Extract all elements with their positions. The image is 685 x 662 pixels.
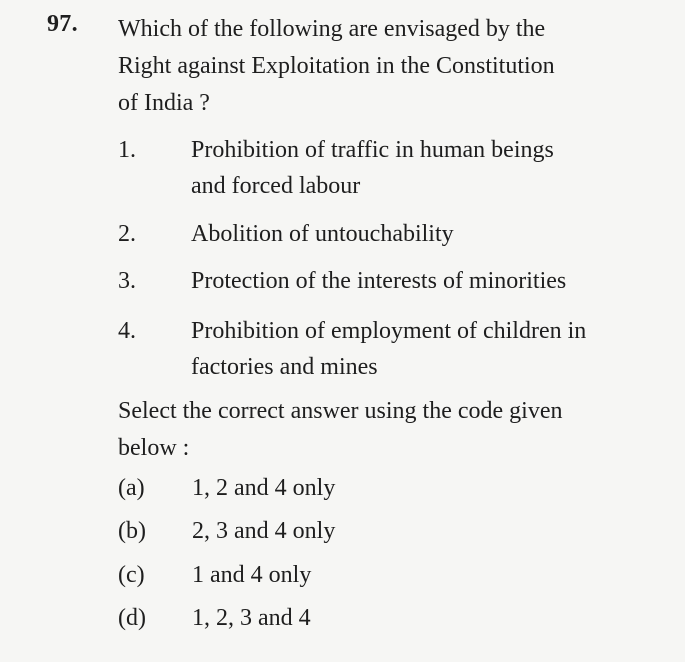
instruction-line: below :	[118, 435, 190, 461]
statement-line: Prohibition of employment of children in	[191, 318, 587, 344]
statement-number: 3.	[118, 268, 136, 294]
statement-line: and forced labour	[191, 173, 361, 199]
option-text: 2, 3 and 4 only	[192, 518, 336, 544]
statement-number: 4.	[118, 318, 136, 344]
statement-text	[191, 216, 681, 252]
statement-number: 2.	[118, 221, 136, 247]
statement-text	[191, 132, 681, 204]
option-label: (a)	[118, 475, 145, 501]
instruction-line: Select the correct answer using the code given	[118, 398, 563, 424]
option-text: 1, 2 and 4 only	[192, 475, 336, 501]
statement-number: 1.	[118, 137, 136, 163]
instruction-text	[118, 393, 683, 467]
option-label: (b)	[118, 518, 146, 544]
option-text: 1 and 4 only	[192, 562, 312, 588]
statement-line: Abolition of untouchability	[191, 221, 454, 247]
question-text	[118, 11, 683, 122]
question-text-line: of India ?	[118, 90, 210, 116]
statement-line: Prohibition of traffic in human beings	[191, 137, 554, 163]
option-text: 1, 2, 3 and 4	[192, 605, 311, 631]
option-label: (c)	[118, 562, 145, 588]
statement-text	[191, 313, 681, 385]
statement-line: factories and mines	[191, 354, 378, 380]
statement-text	[191, 263, 681, 299]
question-text-line: Which of the following are envisaged by the	[118, 16, 546, 42]
question-text-line: Right against Exploitation in the Constitution	[118, 53, 555, 79]
statement-line: Protection of the interests of minorities	[191, 268, 567, 294]
question-number: 97.	[47, 11, 78, 37]
option-label: (d)	[118, 605, 146, 631]
